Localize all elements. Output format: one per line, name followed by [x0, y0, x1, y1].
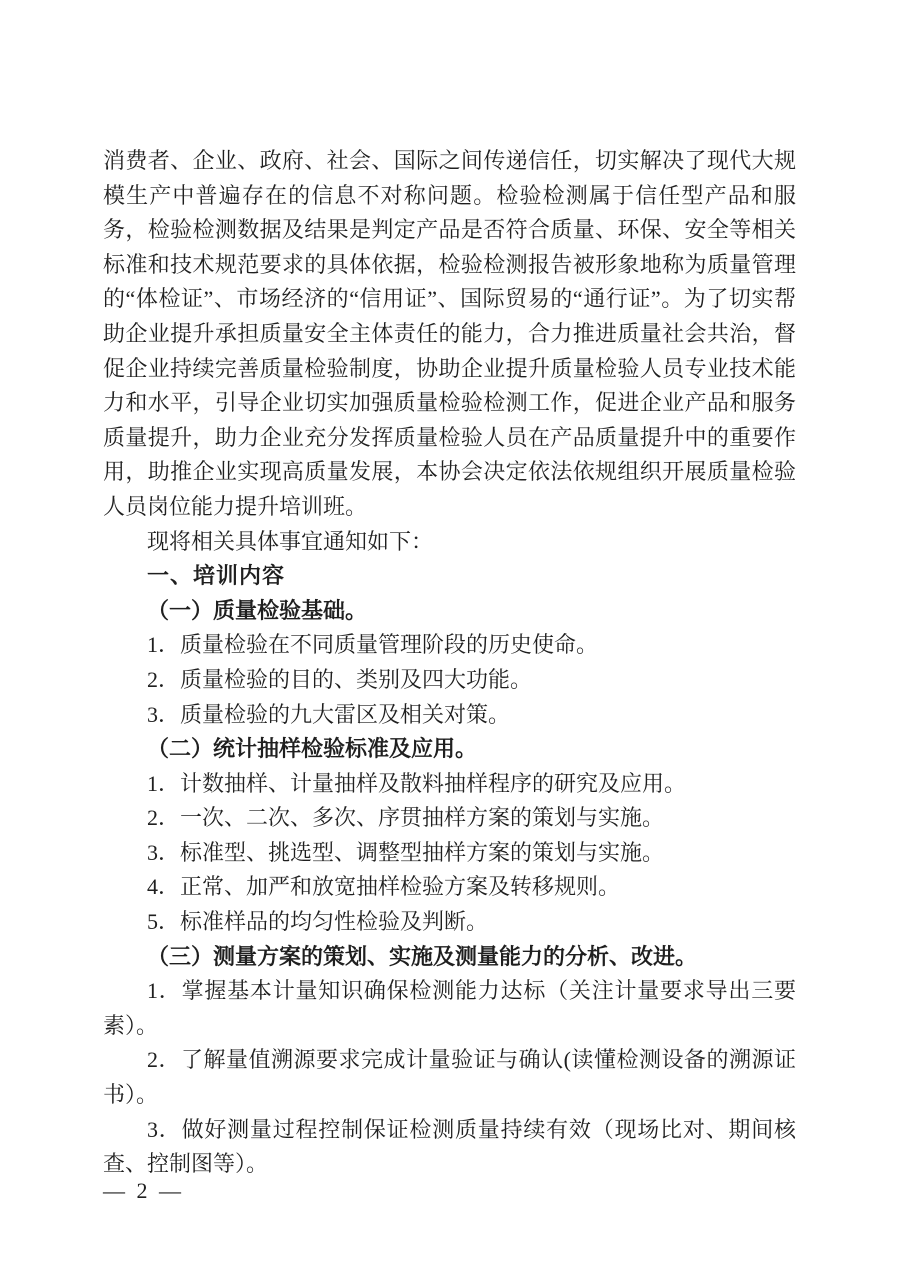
subsection-3-item: 1．掌握基本计量知识确保检测能力达标（关注计量要求导出三要素）。: [103, 978, 796, 1038]
body-paragraph: 消费者、企业、政府、社会、国际之间传递信任，切实解决了现代大规模生产中普遍存在的信息不对称问题。检验检测属于信任型产品和服务，检验检测数据及结果是判定产品是否符合质量、环保、安全等相关标准和技术规范要求的具体依据，检验检测报告被形象地称为质量管理的“体检证”、市场经济的“信用证”、国际贸易的“通行证”。为了切实帮助企业提升承担质量安全主体责任的能力，合力推进质量社会共治，督促企业持续完善质量检验制度，协助企业提升质量检验人员专业技术能力和水平，引导企业切实加强质量检验检测工作，促进企业产品和服务质量提升，助力企业充分发挥质量检验人员在产品质量提升中的重要作用，助推企业实现高质量发展，本协会决定依法依规组织开展质量检验人员岗位能力提升培训班。: [103, 148, 796, 519]
subsection-2-item: 1．计数抽样、计量抽样及散料抽样程序的研究及应用。: [147, 770, 687, 796]
subsection-2-item: 4．正常、加严和放宽抽样检验方案及转移规则。: [147, 874, 621, 900]
subsection-2-item: 2．一次、二次、多次、序贯抽样方案的策划与实施。: [147, 805, 665, 831]
page-number: — 2 —: [103, 1178, 184, 1203]
subsection-1-item: 2．质量检验的目的、类别及四大功能。: [147, 666, 533, 692]
subsection-1-heading: （一）质量检验基础。: [147, 597, 368, 623]
subsection-3-heading: （三）测量方案的策划、实施及测量能力的分析、改进。: [147, 943, 698, 969]
subsection-2-heading: （二）统计抽样检验标准及应用。: [147, 736, 478, 762]
document-body: [103, 144, 796, 1182]
subsection-2-item: 3．标准型、挑选型、调整型抽样方案的策划与实施。: [147, 839, 665, 865]
subsection-1-item: 3．质量检验的九大雷区及相关对策。: [147, 701, 511, 727]
section-heading: 一、培训内容: [147, 563, 286, 589]
intro-line: 现将相关具体事宜通知如下：: [147, 528, 434, 554]
subsection-3-item: 3．做好测量过程控制保证检测质量持续有效（现场比对、期间核查、控制图等）。: [103, 1116, 796, 1177]
subsection-2-item: 5．标准样品的均匀性检验及判断。: [147, 909, 489, 935]
subsection-1-item: 1．质量检验在不同质量管理阶段的历史使命。: [147, 632, 599, 658]
subsection-3-item: 2．了解量值溯源要求完成计量验证与确认(读懂检测设备的溯源证书）。: [103, 1047, 796, 1108]
